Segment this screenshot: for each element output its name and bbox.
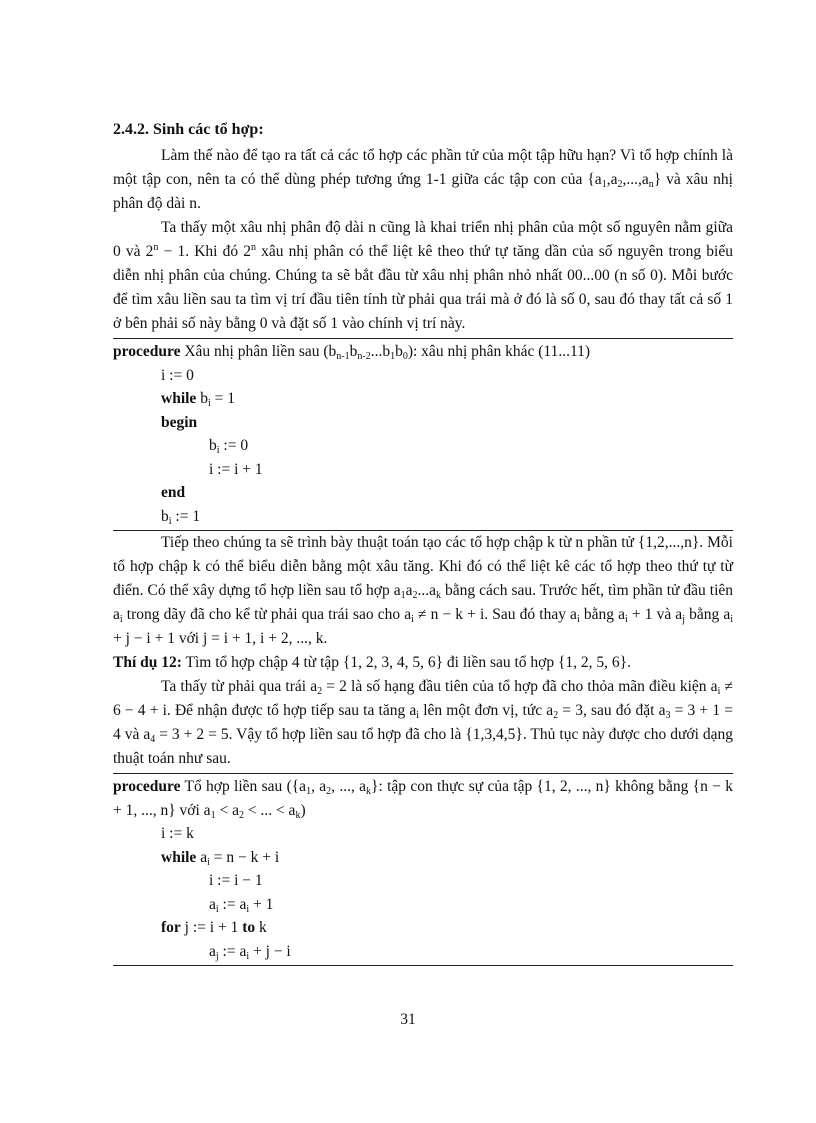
algo2-line-decrement: i := i − 1: [209, 872, 263, 889]
algo2-header: procedure Tổ hợp liền sau ({$a_1$, $a_2$, ..., $a_k$}: tập con thực sự của tập {1, 2, ..., n} không bằng {n − k + 1, ..., n} với $a_1 < a_2$ < ... < $a_k$): [113, 778, 733, 821]
intro-paragraph-2: Ta thấy một xâu nhị phân độ dài n cũng là khai triển nhị phân của một số nguyên nằm giữa 0 và $2^n - 1$. Khi đó 2$^n$ xâu nhị phân có thể liệt kê theo thứ tự tăng dần của số nguyên trong biểu diễn nhị phân của chúng. Chúng ta sẽ bắt đầu từ xâu nhị phân nhỏ nhất 00...00 (n số 0). Mỗi bước để tìm xâu liền sau ta tìm vị trí đầu tiên tính từ phải qua trái mà ở đó là số 0, sau đó thay tất cả số 1 ở bên phải số này bằng 0 và đặt số 1 vào chính vị trí này.: [113, 219, 733, 332]
algo1-header: procedure Xâu nhị phân liền sau $(b_{n-1}b_{n-2}...b_1b_0)$: xâu nhị phân khác (11...11): [113, 343, 591, 362]
algorithm-2: [113, 774, 733, 963]
example-12: Thí dụ 12: Tìm tổ hợp chập 4 từ tập {1, 2, 3, 4, 5, 6} đi liền sau tổ hợp {1, 2, 5, 6}.: [113, 654, 631, 671]
middle-paragraph-3: Tiếp theo chúng ta sẽ trình bày thuật toán tạo các tổ hợp chập k từ n phần tử {1,2,...,n}. Mỗi tổ hợp chập k có thể biểu diễn bằng một xâu tăng. Khi đó có thể liệt kê các tổ hợp theo thứ tự từ điển. Có thể xây dựng tổ hợp liền sau tổ hợp $a_1a_2...a_k$ bằng cách sau. Trước hết, tìm phần tử đầu tiên $a_i$ trong dãy đã cho kể từ phải qua trái sao cho $a_i \ne n - k + i$. Sau đó thay $a_i$ bằng $a_i + 1$ và $a_j$ bằng $a_i + j - i + 1$ với j = i + 1, i + 2, ..., k.: [113, 534, 734, 647]
algo1-line-init: i := 0: [161, 366, 194, 384]
algo1-line-begin: begin: [161, 413, 198, 431]
algo2-line-while: while $a_i = n - k + i$: [161, 848, 280, 868]
intro-paragraph-1: Làm thế nào để tạo ra tất cả các tổ hợp các phần tử của một tập hữu hạn? Vì tổ hợp chính là một tập con, nên ta có thể dùng phép tương ứng 1-1 giữa các tập con của $\{a_1,a_2,...,a_n\}$ và xâu nhị phân độ dài n.: [113, 147, 733, 212]
middle-paragraph-4: Ta thấy từ phải qua trái $a_2 = 2$ là số hạng đầu tiên của tổ hợp đã cho thỏa mãn điều kiện $a_i \ne 6 - 4 + i$. Để nhận được tổ hợp tiếp sau ta tăng $a_i$ lên một đơn vị, tức $a_2 = 3$, sau đó đặt $a_3 = 3 + 1 = 4$ và $a_4 = 3 + 2 = 5$. Vậy tổ hợp liền sau tổ hợp đã cho là {1,3,4,5}. Thủ tục này được cho dưới dạng thuật toán như sau.: [113, 678, 733, 767]
page-number: 31: [400, 1011, 416, 1028]
algo2-line-for: for j := i + 1 to k: [161, 919, 267, 936]
algo2-line-assign: $a_j$ := $a_i + j - i$: [209, 942, 291, 962]
algorithm-1: [113, 339, 733, 528]
algo1-line-while: while $b_i = 1$: [161, 390, 235, 409]
algo2-line-init: i := k: [161, 825, 194, 842]
algo2-line-increase: $a_i$ := $a_i + 1$: [209, 895, 274, 915]
algo1-line-end: end: [161, 484, 186, 501]
section-title: 2.4.2. Sinh các tổ hợp:: [113, 121, 264, 138]
algo1-line-increment: i := i + 1: [209, 460, 263, 478]
algo1-line-set-zero: $b_i$ := 0: [209, 437, 249, 456]
algo2-bottom-rule: [113, 965, 733, 966]
page-content: [113, 118, 733, 966]
algo1-line-set-one: $b_i$ := 1: [161, 507, 201, 527]
